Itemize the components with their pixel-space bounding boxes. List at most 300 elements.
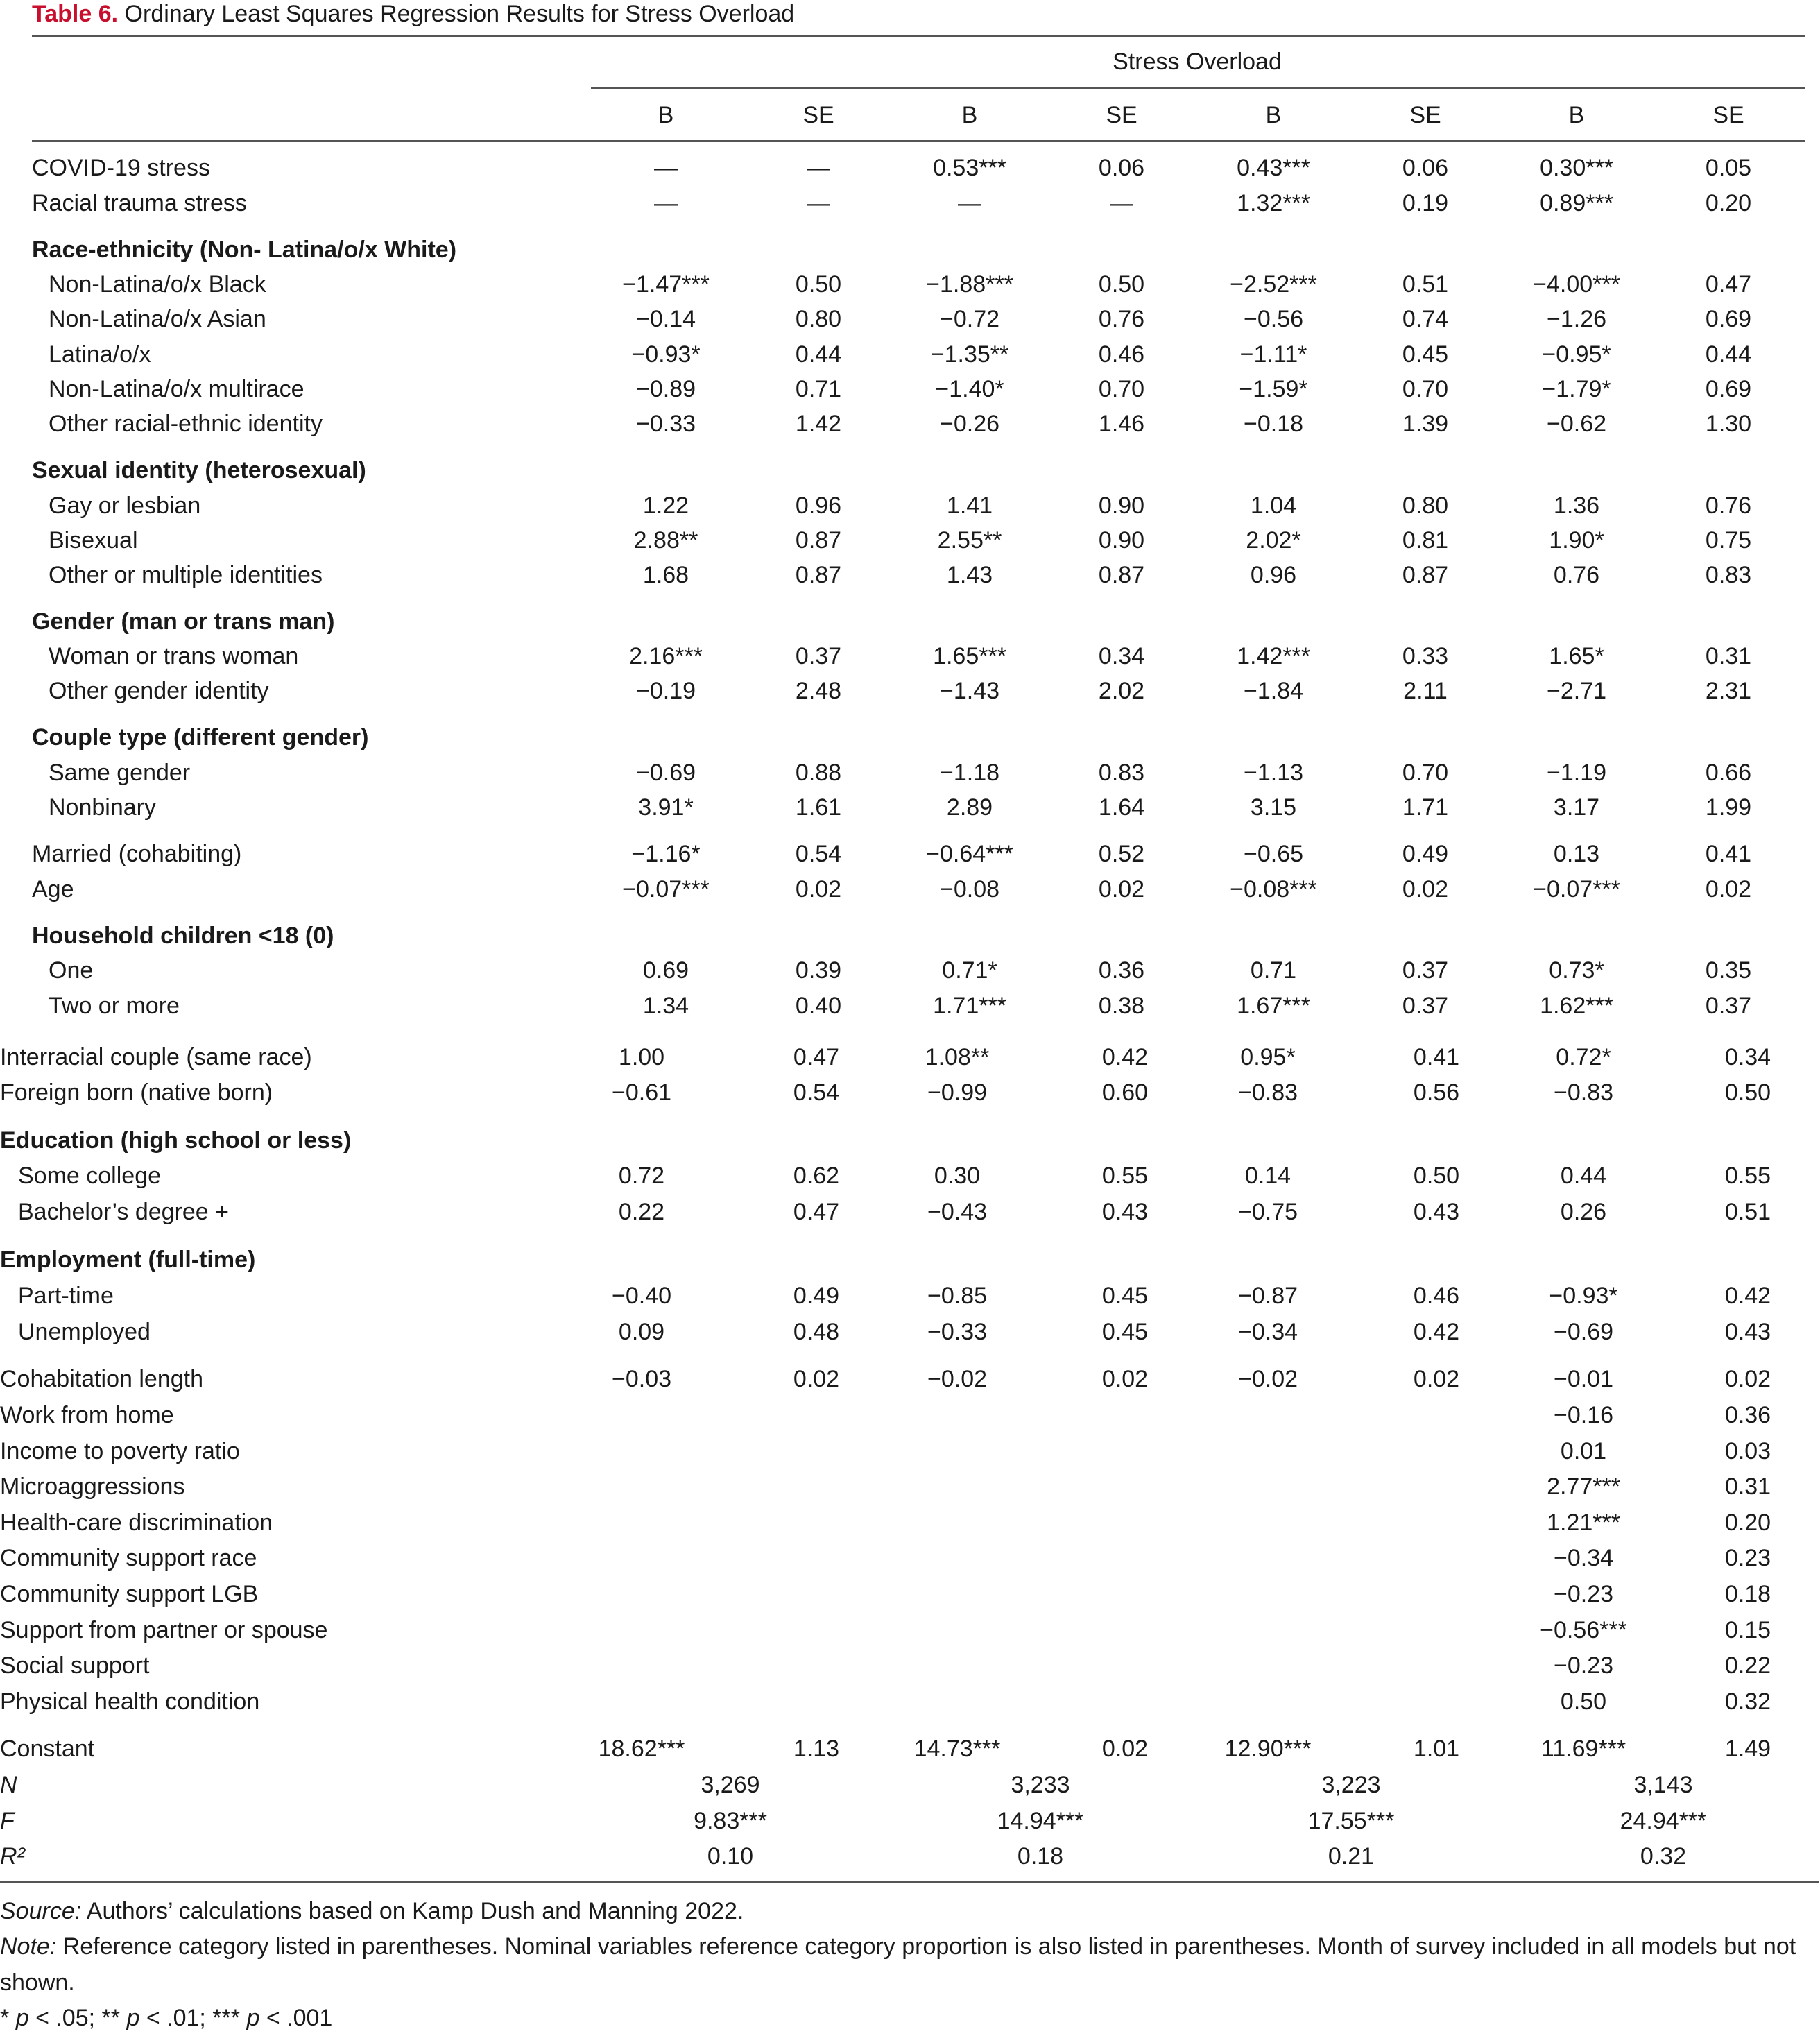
source-text: Authors’ calculations based on Kamp Dush and Manning 2022. bbox=[86, 1898, 744, 1924]
se-cell: 0.46 bbox=[1413, 1283, 1460, 1309]
se-cell: 1.61 bbox=[795, 794, 842, 821]
se-cell: 1.39 bbox=[1402, 411, 1449, 437]
row-label: Age bbox=[32, 876, 74, 902]
coef-cell: 3.91* bbox=[638, 794, 694, 821]
coef-cell: 0.71 bbox=[1250, 957, 1297, 984]
sig-v1: < .05; bbox=[35, 2005, 96, 2031]
stat-cell: 3,223 bbox=[1321, 1772, 1381, 1798]
row-label: Non-Latina/o/x multirace bbox=[49, 376, 304, 402]
coef-cell: 1.41 bbox=[946, 493, 993, 519]
se-cell: 2.11 bbox=[1403, 678, 1448, 704]
se-cell: 1.42 bbox=[795, 411, 842, 437]
row-label: Cohabitation length bbox=[0, 1366, 204, 1392]
coef-cell: −0.56*** bbox=[1540, 1617, 1627, 1643]
se-cell: — bbox=[807, 155, 830, 181]
se-cell: 0.45 bbox=[1101, 1283, 1149, 1309]
se-cell: 1.01 bbox=[1413, 1736, 1460, 1762]
coef-cell: −0.26 bbox=[939, 411, 1000, 437]
se-cell: 0.87 bbox=[795, 562, 842, 588]
sig-v3: < .001 bbox=[266, 2005, 333, 2031]
coef-cell: 0.73* bbox=[1549, 957, 1604, 984]
se-cell: 0.43 bbox=[1724, 1319, 1771, 1345]
coef-cell: 0.89*** bbox=[1540, 190, 1613, 216]
se-cell: 0.55 bbox=[1724, 1163, 1771, 1189]
coef-cell: −0.08*** bbox=[1230, 876, 1317, 902]
coef-cell: −0.40 bbox=[611, 1283, 672, 1309]
se-cell: 0.49 bbox=[1402, 841, 1449, 867]
se-cell: 0.44 bbox=[795, 341, 842, 368]
coef-cell: 0.14 bbox=[1244, 1163, 1291, 1189]
coef-cell: −0.99 bbox=[927, 1079, 988, 1106]
se-cell: 0.34 bbox=[1098, 643, 1145, 669]
se-cell: 0.05 bbox=[1705, 155, 1752, 181]
section-label: Gender (man or trans man) bbox=[32, 608, 335, 635]
se-cell: 0.03 bbox=[1724, 1438, 1771, 1464]
coef-cell: −0.34 bbox=[1553, 1545, 1614, 1571]
coef-cell: −0.89 bbox=[635, 376, 696, 402]
row-label: Microaggressions bbox=[0, 1473, 185, 1500]
se-cell: 0.69 bbox=[1705, 306, 1752, 332]
se-cell: 0.90 bbox=[1098, 527, 1145, 554]
sig-p3: p bbox=[246, 2005, 260, 2031]
se-cell: 0.34 bbox=[1724, 1044, 1771, 1070]
row-label: Latina/o/x bbox=[49, 341, 151, 368]
stat-cell: 3,269 bbox=[701, 1772, 760, 1798]
coef-cell: 1.67*** bbox=[1237, 993, 1310, 1019]
se-cell: 0.02 bbox=[1101, 1366, 1149, 1392]
row-label: One bbox=[49, 957, 94, 984]
se-cell: 0.54 bbox=[795, 841, 842, 867]
coef-cell: 2.77*** bbox=[1547, 1473, 1620, 1500]
row-label: Gay or lesbian bbox=[49, 493, 201, 519]
coef-cell: −0.18 bbox=[1243, 411, 1304, 437]
stat-cell: 24.94*** bbox=[1620, 1808, 1707, 1834]
se-cell: 0.42 bbox=[1724, 1283, 1771, 1309]
se-cell: 0.50 bbox=[795, 271, 842, 298]
header-rule bbox=[32, 140, 1805, 142]
coef-cell: −0.34 bbox=[1237, 1319, 1298, 1345]
section-label: Couple type (different gender) bbox=[32, 724, 369, 751]
se-cell: 0.02 bbox=[1724, 1366, 1771, 1392]
coef-cell: 0.50 bbox=[1560, 1688, 1607, 1715]
coef-cell: −0.33 bbox=[927, 1319, 988, 1345]
row-label: Work from home bbox=[0, 1402, 174, 1428]
se-cell: 0.51 bbox=[1402, 271, 1449, 298]
coef-cell: −0.16 bbox=[1553, 1402, 1614, 1428]
stat-label: N bbox=[0, 1772, 17, 1798]
row-label: Non-Latina/o/x Asian bbox=[49, 306, 266, 332]
se-cell: 0.48 bbox=[793, 1319, 840, 1345]
coef-cell: −1.13 bbox=[1243, 760, 1304, 786]
se-cell: 1.30 bbox=[1705, 411, 1752, 437]
se-cell: 0.32 bbox=[1724, 1688, 1771, 1715]
stat-cell: 3,233 bbox=[1011, 1772, 1070, 1798]
coef-cell: −0.93* bbox=[631, 341, 701, 368]
coef-cell: −1.59* bbox=[1239, 376, 1308, 402]
coef-cell: −0.75 bbox=[1237, 1199, 1298, 1225]
se-cell: 0.19 bbox=[1402, 190, 1449, 216]
se-cell: 0.31 bbox=[1724, 1473, 1771, 1500]
se-cell: 0.23 bbox=[1724, 1545, 1771, 1571]
coef-cell: 2.16*** bbox=[629, 643, 703, 669]
section-label: Education (high school or less) bbox=[0, 1127, 352, 1154]
se-cell: 0.47 bbox=[1705, 271, 1752, 298]
coef-cell: −0.14 bbox=[635, 306, 696, 332]
se-cell: 0.02 bbox=[1413, 1366, 1460, 1392]
coef-cell: 1.68 bbox=[642, 562, 689, 588]
coef-cell: −0.85 bbox=[927, 1283, 988, 1309]
se-cell: 0.41 bbox=[1705, 841, 1752, 867]
se-cell: 0.49 bbox=[793, 1283, 840, 1309]
section-label: Sexual identity (heterosexual) bbox=[32, 457, 366, 484]
column-header-b: B bbox=[1568, 102, 1585, 128]
coef-cell: 0.30 bbox=[934, 1163, 981, 1189]
row-label: Community support LGB bbox=[0, 1581, 259, 1607]
column-header-se: SE bbox=[1409, 102, 1441, 128]
coef-cell: −0.43 bbox=[927, 1199, 988, 1225]
se-cell: 0.96 bbox=[795, 493, 842, 519]
coef-cell: −1.18 bbox=[939, 760, 1000, 786]
se-cell: 0.41 bbox=[1413, 1044, 1460, 1070]
se-cell: 0.45 bbox=[1101, 1319, 1149, 1345]
se-cell: 0.44 bbox=[1705, 341, 1752, 368]
se-cell: 0.75 bbox=[1705, 527, 1752, 554]
footnote-note bbox=[0, 1928, 1803, 2001]
coef-cell: −0.93* bbox=[1549, 1283, 1618, 1309]
row-label: Woman or trans woman bbox=[49, 643, 299, 669]
coef-cell: −0.56 bbox=[1243, 306, 1304, 332]
coef-cell: −0.69 bbox=[1553, 1319, 1614, 1345]
coef-cell: 2.55** bbox=[937, 527, 1002, 554]
column-header-se: SE bbox=[1106, 102, 1138, 128]
coef-cell: 1.34 bbox=[642, 993, 689, 1019]
se-cell: 0.20 bbox=[1705, 190, 1752, 216]
section-label: Race-ethnicity (Non- Latina/o/x White) bbox=[32, 237, 457, 263]
coef-cell: 0.69 bbox=[642, 957, 689, 984]
coef-cell: 12.90*** bbox=[1224, 1736, 1312, 1762]
column-header-se: SE bbox=[1712, 102, 1744, 128]
coef-cell: 0.44 bbox=[1560, 1163, 1607, 1189]
coef-cell: — bbox=[958, 190, 981, 216]
se-cell: 1.99 bbox=[1705, 794, 1752, 821]
se-cell: 0.80 bbox=[1402, 493, 1449, 519]
coef-cell: 0.76 bbox=[1553, 562, 1600, 588]
coef-cell: 1.00 bbox=[618, 1044, 665, 1070]
coef-cell: −0.33 bbox=[635, 411, 696, 437]
row-label: Physical health condition bbox=[0, 1688, 260, 1715]
stat-label: R² bbox=[0, 1843, 25, 1870]
se-cell: 0.56 bbox=[1413, 1079, 1460, 1106]
footnote-significance: * p < .05; ** p < .01; *** p < .001 bbox=[0, 2005, 333, 2031]
coef-cell: 0.71* bbox=[942, 957, 997, 984]
stat-cell: 17.55*** bbox=[1307, 1808, 1395, 1834]
coef-cell: 1.22 bbox=[642, 493, 689, 519]
coef-cell: 0.09 bbox=[618, 1319, 665, 1345]
coef-cell: −0.19 bbox=[635, 678, 696, 704]
footnote-source bbox=[0, 1893, 1803, 1929]
row-label: Nonbinary bbox=[49, 794, 156, 821]
stat-label: F bbox=[0, 1808, 15, 1834]
coef-cell: −1.43 bbox=[939, 678, 1000, 704]
se-cell: 0.70 bbox=[1098, 376, 1145, 402]
se-cell: 0.37 bbox=[795, 643, 842, 669]
coef-cell: −2.52*** bbox=[1230, 271, 1317, 298]
stat-cell: 14.94*** bbox=[997, 1808, 1084, 1834]
coef-cell: −0.83 bbox=[1553, 1079, 1614, 1106]
row-label: COVID-19 stress bbox=[32, 155, 210, 181]
row-label: Health-care discrimination bbox=[0, 1509, 273, 1536]
coef-cell: 1.32*** bbox=[1237, 190, 1310, 216]
se-cell: 0.50 bbox=[1413, 1163, 1460, 1189]
stat-cell: 9.83*** bbox=[694, 1808, 767, 1834]
se-cell: 0.81 bbox=[1402, 527, 1449, 554]
section-label: Household children <18 (0) bbox=[32, 923, 334, 949]
se-cell: 0.35 bbox=[1705, 957, 1752, 984]
sig-v2: < .01; bbox=[146, 2005, 206, 2031]
coef-cell: −1.40* bbox=[935, 376, 1004, 402]
coef-cell: 0.43*** bbox=[1237, 155, 1310, 181]
se-cell: 0.50 bbox=[1098, 271, 1145, 298]
se-cell: 0.54 bbox=[793, 1079, 840, 1106]
se-cell: 0.02 bbox=[1705, 876, 1752, 902]
column-header-b: B bbox=[1265, 102, 1282, 128]
table-title bbox=[32, 0, 794, 28]
row-label: Part-time bbox=[18, 1283, 114, 1309]
se-cell: 0.18 bbox=[1724, 1581, 1771, 1607]
coef-cell: −0.62 bbox=[1546, 411, 1607, 437]
se-cell: 0.62 bbox=[793, 1163, 840, 1189]
se-cell: 0.39 bbox=[795, 957, 842, 984]
table-caption: Ordinary Least Squares Regression Results for Stress Overload bbox=[124, 1, 795, 27]
column-header-se: SE bbox=[802, 102, 834, 128]
coef-cell: 1.90* bbox=[1549, 527, 1604, 554]
se-cell: 2.31 bbox=[1705, 678, 1752, 704]
coef-cell: −0.64*** bbox=[926, 841, 1013, 867]
table-number: Table 6. bbox=[32, 1, 119, 27]
coef-cell: 1.43 bbox=[946, 562, 993, 588]
row-label: Some college bbox=[18, 1163, 162, 1189]
coef-cell: 14.73*** bbox=[913, 1736, 1001, 1762]
se-cell: 0.46 bbox=[1098, 341, 1145, 368]
se-cell: 1.71 bbox=[1402, 794, 1449, 821]
se-cell: 0.66 bbox=[1705, 760, 1752, 786]
se-cell: 0.43 bbox=[1101, 1199, 1149, 1225]
se-cell: 0.83 bbox=[1098, 760, 1145, 786]
column-header-b: B bbox=[658, 102, 674, 128]
coef-cell: 2.89 bbox=[946, 794, 993, 821]
coef-cell: 3.17 bbox=[1553, 794, 1600, 821]
coef-cell: 11.69*** bbox=[1540, 1736, 1626, 1762]
row-label: Other racial-ethnic identity bbox=[49, 411, 323, 437]
se-cell: 1.64 bbox=[1098, 794, 1145, 821]
coef-cell: −1.26 bbox=[1546, 306, 1607, 332]
se-cell: 0.40 bbox=[795, 993, 842, 1019]
coef-cell: 1.65* bbox=[1549, 643, 1604, 669]
row-label: Unemployed bbox=[18, 1319, 151, 1345]
coef-cell: 1.21*** bbox=[1547, 1509, 1620, 1536]
row-label: Bisexual bbox=[49, 527, 138, 554]
group-header: Stress Overload bbox=[1113, 49, 1282, 75]
se-cell: 0.71 bbox=[795, 376, 842, 402]
row-label: Two or more bbox=[49, 993, 180, 1019]
coef-cell: 1.08** bbox=[925, 1044, 990, 1070]
se-cell: 0.70 bbox=[1402, 760, 1449, 786]
row-label: Other or multiple identities bbox=[49, 562, 323, 588]
se-cell: 0.02 bbox=[795, 876, 842, 902]
se-cell: 0.02 bbox=[1101, 1736, 1149, 1762]
se-cell: 0.02 bbox=[1402, 876, 1449, 902]
row-label: Bachelor’s degree + bbox=[18, 1199, 230, 1225]
se-cell: 0.51 bbox=[1724, 1199, 1771, 1225]
coef-cell: −0.02 bbox=[1237, 1366, 1298, 1392]
coef-cell: 0.30*** bbox=[1540, 155, 1613, 181]
coef-cell: −0.07*** bbox=[1533, 876, 1620, 902]
se-cell: 0.31 bbox=[1705, 643, 1752, 669]
coef-cell: 0.26 bbox=[1560, 1199, 1607, 1225]
bottom-rule bbox=[0, 1881, 1819, 1883]
sig-p2: p bbox=[126, 2005, 140, 2031]
se-cell: 0.87 bbox=[795, 527, 842, 554]
coef-cell: −0.03 bbox=[611, 1366, 672, 1392]
se-cell: 0.20 bbox=[1724, 1509, 1771, 1536]
se-cell: 0.36 bbox=[1724, 1402, 1771, 1428]
row-label: Non-Latina/o/x Black bbox=[49, 271, 266, 298]
coef-cell: −1.16* bbox=[631, 841, 701, 867]
coef-cell: −0.23 bbox=[1553, 1581, 1614, 1607]
se-cell: 0.47 bbox=[793, 1199, 840, 1225]
coef-cell: 0.72 bbox=[618, 1163, 665, 1189]
source-label: Source: bbox=[0, 1898, 82, 1924]
se-cell: 0.45 bbox=[1402, 341, 1449, 368]
coef-cell: 18.62*** bbox=[598, 1736, 685, 1762]
section-label: Employment (full-time) bbox=[0, 1247, 256, 1273]
top-rule bbox=[32, 35, 1805, 37]
column-header-b: B bbox=[961, 102, 978, 128]
coef-cell: −4.00*** bbox=[1533, 271, 1620, 298]
coef-cell: −1.47*** bbox=[622, 271, 710, 298]
coef-cell: — bbox=[654, 190, 678, 216]
row-label: Married (cohabiting) bbox=[32, 841, 242, 867]
stat-cell: 3,143 bbox=[1633, 1772, 1693, 1798]
group-rule bbox=[591, 87, 1805, 89]
se-cell: 0.42 bbox=[1101, 1044, 1149, 1070]
coef-cell: 0.95* bbox=[1240, 1044, 1296, 1070]
se-cell: 0.87 bbox=[1402, 562, 1449, 588]
row-label: Foreign born (native born) bbox=[0, 1079, 273, 1106]
coef-cell: −1.11* bbox=[1239, 341, 1307, 368]
coef-cell: −0.23 bbox=[1553, 1652, 1614, 1679]
row-label: Racial trauma stress bbox=[32, 190, 247, 216]
se-cell: 0.76 bbox=[1705, 493, 1752, 519]
coef-cell: −0.87 bbox=[1237, 1283, 1298, 1309]
coef-cell: −0.72 bbox=[939, 306, 1000, 332]
se-cell: 0.80 bbox=[795, 306, 842, 332]
se-cell: 0.42 bbox=[1413, 1319, 1460, 1345]
se-cell: 0.15 bbox=[1724, 1617, 1771, 1643]
stat-cell: 0.10 bbox=[707, 1843, 754, 1870]
se-cell: 0.76 bbox=[1098, 306, 1145, 332]
se-cell: 0.74 bbox=[1402, 306, 1449, 332]
coef-cell: 1.65*** bbox=[933, 643, 1006, 669]
sig-p1: p bbox=[15, 2005, 29, 2031]
coef-cell: −2.71 bbox=[1546, 678, 1607, 704]
note-label: Note: bbox=[0, 1933, 57, 1960]
coef-cell: 0.72* bbox=[1556, 1044, 1611, 1070]
coef-cell: 0.53*** bbox=[933, 155, 1006, 181]
se-cell: 0.06 bbox=[1402, 155, 1449, 181]
coef-cell: −1.79* bbox=[1542, 376, 1611, 402]
coef-cell: −1.19 bbox=[1546, 760, 1607, 786]
coef-cell: 1.71*** bbox=[933, 993, 1006, 1019]
se-cell: 0.69 bbox=[1705, 376, 1752, 402]
coef-cell: −0.69 bbox=[635, 760, 696, 786]
row-label: Community support race bbox=[0, 1545, 257, 1571]
row-label: Interracial couple (same race) bbox=[0, 1044, 312, 1070]
coef-cell: −0.83 bbox=[1237, 1079, 1298, 1106]
stat-cell: 0.21 bbox=[1328, 1843, 1375, 1870]
se-cell: 2.48 bbox=[795, 678, 842, 704]
row-label: Same gender bbox=[49, 760, 191, 786]
coef-cell: 2.02* bbox=[1246, 527, 1301, 554]
se-cell: 0.02 bbox=[1098, 876, 1145, 902]
se-cell: 0.37 bbox=[1402, 957, 1449, 984]
row-label: Social support bbox=[0, 1652, 150, 1679]
se-cell: 0.47 bbox=[793, 1044, 840, 1070]
coef-cell: −0.07*** bbox=[622, 876, 710, 902]
se-cell: 0.60 bbox=[1101, 1079, 1149, 1106]
se-cell: 0.52 bbox=[1098, 841, 1145, 867]
se-cell: 1.13 bbox=[793, 1736, 840, 1762]
coef-cell: 1.36 bbox=[1553, 493, 1600, 519]
coef-cell: −0.95* bbox=[1542, 341, 1611, 368]
coef-cell: 1.42*** bbox=[1237, 643, 1310, 669]
se-cell: 0.33 bbox=[1402, 643, 1449, 669]
se-cell: — bbox=[1110, 190, 1133, 216]
se-cell: 0.55 bbox=[1101, 1163, 1149, 1189]
coef-cell: −0.08 bbox=[939, 876, 1000, 902]
row-label: Support from partner or spouse bbox=[0, 1617, 328, 1643]
coef-cell: −1.88*** bbox=[926, 271, 1013, 298]
se-cell: 0.50 bbox=[1724, 1079, 1771, 1106]
coef-cell: 1.04 bbox=[1250, 493, 1297, 519]
se-cell: 0.90 bbox=[1098, 493, 1145, 519]
row-label: Constant bbox=[0, 1736, 95, 1762]
se-cell: 0.38 bbox=[1098, 993, 1145, 1019]
se-cell: 0.06 bbox=[1098, 155, 1145, 181]
row-label: Income to poverty ratio bbox=[0, 1438, 240, 1464]
se-cell: 0.83 bbox=[1705, 562, 1752, 588]
coef-cell: 1.62*** bbox=[1540, 993, 1613, 1019]
coef-cell: −0.02 bbox=[927, 1366, 988, 1392]
se-cell: 0.70 bbox=[1402, 376, 1449, 402]
coef-cell: 3.15 bbox=[1250, 794, 1297, 821]
se-cell: 0.37 bbox=[1705, 993, 1752, 1019]
row-label: Other gender identity bbox=[49, 678, 269, 704]
se-cell: 0.37 bbox=[1402, 993, 1449, 1019]
coef-cell: −0.01 bbox=[1553, 1366, 1614, 1392]
coef-cell: — bbox=[654, 155, 678, 181]
stat-cell: 0.18 bbox=[1017, 1843, 1064, 1870]
se-cell: 0.36 bbox=[1098, 957, 1145, 984]
coef-cell: 0.96 bbox=[1250, 562, 1297, 588]
se-cell: 0.02 bbox=[793, 1366, 840, 1392]
se-cell: 0.87 bbox=[1098, 562, 1145, 588]
coef-cell: −0.65 bbox=[1243, 841, 1304, 867]
coef-cell: −1.84 bbox=[1243, 678, 1304, 704]
se-cell: 0.43 bbox=[1413, 1199, 1460, 1225]
se-cell: 0.22 bbox=[1724, 1652, 1771, 1679]
se-cell: 1.49 bbox=[1724, 1736, 1771, 1762]
